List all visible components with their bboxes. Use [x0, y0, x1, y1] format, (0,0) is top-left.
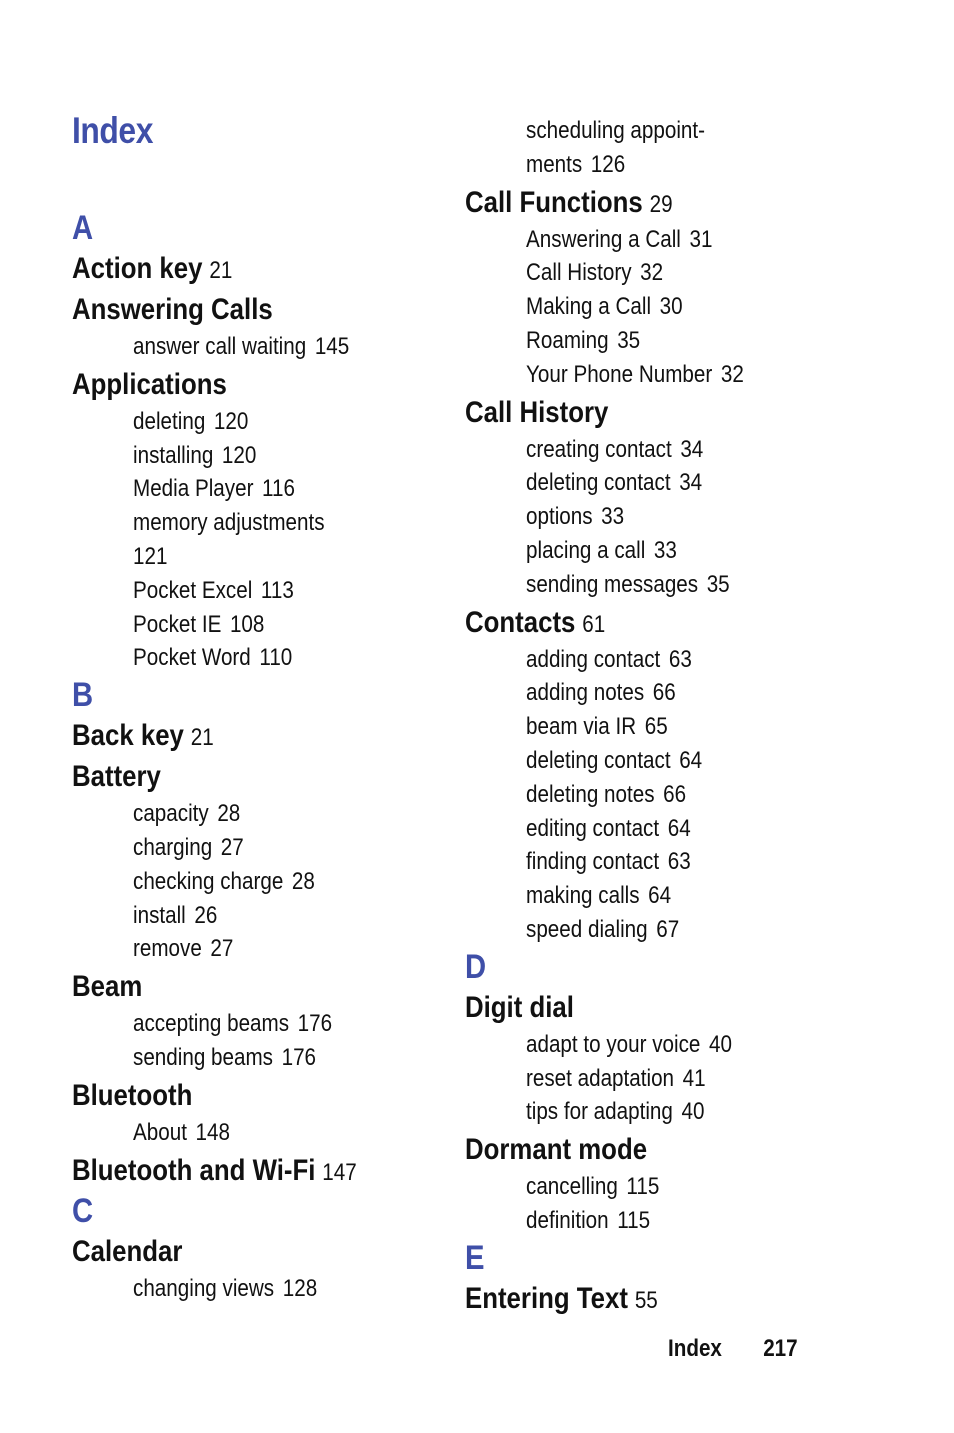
entry-page-number: 21 — [209, 257, 233, 284]
index-subentry — [526, 1095, 835, 1129]
entry-term: beam via IR — [526, 713, 637, 741]
entry-page-number: 116 — [262, 475, 295, 503]
index-subentry — [526, 500, 835, 534]
entry-page-number: 128 — [282, 1274, 318, 1302]
index-subentry — [133, 641, 442, 675]
index-subentry — [133, 865, 442, 899]
entry-term: Call History — [465, 395, 609, 429]
entry-term: definition — [526, 1206, 609, 1234]
entry-term: Roaming — [526, 326, 609, 354]
index-heading — [72, 756, 433, 797]
entry-term: Pocket IE — [133, 610, 222, 638]
entry-term: Dormant mode — [465, 1133, 648, 1167]
entry-page-number: 41 — [682, 1064, 706, 1092]
index-subentry — [133, 1116, 442, 1150]
entry-term: adding notes — [526, 679, 645, 707]
entry-term: options — [526, 503, 593, 531]
index-subentry — [526, 1170, 835, 1204]
entry-term: adding contact — [526, 645, 661, 673]
entry-term: checking charge — [133, 867, 284, 895]
entry-term: Your Phone Number — [526, 360, 713, 388]
index-subentry — [526, 568, 835, 602]
entry-term: Back key — [72, 719, 184, 753]
entry-page-number: 33 — [601, 503, 625, 531]
index-heading — [72, 364, 433, 405]
entry-term: Answering Calls — [72, 293, 273, 326]
index-subentry — [526, 1062, 835, 1096]
entry-page-number: 33 — [653, 536, 677, 564]
entry-term: charging — [133, 833, 213, 861]
index-subentry — [133, 1041, 442, 1075]
entry-page-number: 108 — [229, 610, 265, 638]
entry-page-number: 113 — [260, 576, 294, 604]
index-subentry — [526, 1028, 835, 1062]
index-heading — [72, 248, 433, 289]
entry-page-number: 126 — [590, 150, 626, 178]
entry-page-number: 29 — [649, 190, 673, 218]
entry-page-number: 176 — [281, 1043, 317, 1071]
entry-page-number: 34 — [680, 435, 704, 463]
entry-page-number: 27 — [210, 935, 234, 963]
index-subentry — [526, 466, 835, 500]
index-subentry — [133, 797, 442, 831]
entry-page-number: 120 — [221, 441, 257, 469]
entry-term: Answering a Call — [526, 225, 681, 253]
entry-term: Digit dial — [465, 990, 574, 1024]
entry-term: sending beams — [133, 1043, 273, 1071]
entry-page-number: 40 — [709, 1030, 732, 1058]
index-column-left — [72, 208, 492, 1305]
entry-term: finding contact — [526, 848, 660, 876]
entry-term: Media Player — [133, 475, 254, 503]
entry-term: ments — [526, 150, 583, 178]
section-letter: A — [72, 209, 94, 247]
index-heading — [72, 1150, 433, 1191]
entry-page-number: 35 — [706, 570, 730, 598]
entry-term: Bluetooth — [72, 1078, 193, 1112]
index-subentry — [526, 256, 835, 290]
entry-page-number: 66 — [663, 780, 687, 808]
entry-page-number: 67 — [656, 915, 680, 943]
entry-page-number: 28 — [217, 800, 241, 828]
index-subentry — [526, 676, 835, 710]
entry-term: Beam — [72, 970, 143, 1004]
index-heading — [465, 392, 826, 433]
index-subentry — [526, 913, 835, 947]
entry-term: Entering Text — [465, 1281, 628, 1315]
index-heading — [465, 602, 826, 643]
entry-page-number: 30 — [659, 293, 683, 321]
index-subentry — [133, 932, 442, 966]
index-heading — [72, 1075, 433, 1116]
index-subentry — [133, 899, 442, 933]
index-column-right — [465, 114, 885, 1319]
entry-page-number: 64 — [667, 814, 691, 842]
entry-page-number: 35 — [617, 326, 641, 354]
index-subentry — [526, 643, 835, 677]
index-subentry — [526, 534, 835, 568]
entry-term: capacity — [133, 800, 209, 828]
entry-term: deleting notes — [526, 780, 655, 808]
entry-page-number: 115 — [626, 1173, 660, 1201]
entry-page-number: 34 — [679, 469, 703, 497]
entry-page-number: 64 — [679, 746, 703, 774]
index-subentry — [526, 812, 835, 846]
entry-term: Call History — [526, 259, 632, 287]
entry-term: Bluetooth and Wi-Fi — [72, 1153, 316, 1187]
page-footer — [668, 1335, 798, 1363]
entry-page-number: 64 — [648, 882, 672, 910]
entry-term: Applications — [72, 367, 227, 401]
entry-page-number: 32 — [640, 259, 664, 287]
index-subentry — [133, 608, 442, 642]
section-letter: E — [465, 1238, 485, 1277]
index-subentry — [526, 290, 835, 324]
entry-term: tips for adapting — [526, 1098, 673, 1126]
index-subentry — [133, 506, 442, 540]
entry-term: deleting contact — [526, 746, 671, 774]
entry-term: creating contact — [526, 435, 672, 463]
entry-page-number: 115 — [617, 1206, 651, 1234]
entry-page-number: 21 — [190, 724, 214, 752]
index-subentry — [526, 710, 835, 744]
entry-term: remove — [133, 935, 202, 963]
section-letter: C — [72, 1191, 94, 1230]
index-subentry — [133, 574, 442, 608]
entry-page-number: 61 — [582, 610, 606, 638]
entry-term: About — [133, 1118, 187, 1146]
entry-term: speed dialing — [526, 915, 648, 943]
entry-term: editing contact — [526, 814, 660, 842]
entry-term: 121 — [133, 542, 168, 570]
index-subentry — [526, 223, 835, 257]
index-subentry — [133, 1007, 442, 1041]
index-subentry — [526, 845, 835, 879]
entry-page-number: 27 — [220, 833, 244, 861]
entry-page-number: 26 — [194, 901, 218, 929]
section-letter: B — [72, 676, 94, 715]
index-subentry — [526, 879, 835, 913]
entry-term: Action key — [72, 252, 203, 285]
entry-term: install — [133, 901, 186, 929]
index-heading — [465, 1278, 826, 1319]
entry-page-number: 55 — [634, 1286, 658, 1314]
page-title: Index — [72, 110, 153, 151]
entry-term: Call Functions — [465, 185, 643, 219]
entry-page-number: 40 — [681, 1098, 705, 1126]
entry-page-number: 148 — [195, 1118, 230, 1146]
index-subentry — [526, 1204, 835, 1238]
entry-page-number: 31 — [689, 225, 713, 253]
entry-page-number: 110 — [259, 644, 293, 672]
entry-term: Pocket Excel — [133, 576, 253, 604]
entry-term: memory adjustments — [133, 509, 325, 537]
entry-term: Battery — [72, 760, 161, 794]
entry-term: deleting contact — [526, 469, 671, 497]
index-heading — [465, 1129, 826, 1170]
index-subentry — [133, 1272, 442, 1306]
entry-term: deleting — [133, 407, 206, 435]
entry-term: changing views — [133, 1274, 275, 1302]
index-subentry — [526, 324, 835, 358]
entry-term: placing a call — [526, 536, 646, 564]
entry-term: sending messages — [526, 570, 699, 598]
index-heading — [465, 987, 826, 1028]
entry-page-number: 32 — [720, 360, 744, 388]
entry-term: Making a Call — [526, 293, 652, 321]
entry-term: answer call waiting — [133, 333, 307, 360]
entry-term: cancelling — [526, 1173, 618, 1201]
entry-page-number: 145 — [314, 333, 350, 360]
index-subentry — [526, 433, 835, 467]
index-heading — [72, 715, 433, 756]
footer-page-number: 217 — [763, 1335, 798, 1362]
entry-term: Contacts — [465, 605, 576, 639]
entry-term: adapt to your voice — [526, 1030, 701, 1058]
index-heading — [72, 966, 433, 1007]
entry-term: Pocket Word — [133, 644, 251, 672]
entry-page-number: 63 — [667, 848, 691, 876]
section-letter: D — [465, 947, 487, 986]
entry-page-number: 176 — [297, 1010, 333, 1038]
index-subentry — [133, 330, 442, 364]
index-subentry — [133, 439, 442, 473]
entry-page-number: 120 — [213, 407, 249, 435]
entry-term: scheduling appoint- — [526, 117, 706, 144]
entry-term: accepting beams — [133, 1010, 290, 1038]
entry-page-number: 28 — [291, 867, 315, 895]
index-subentry — [526, 744, 835, 778]
footer-label: Index — [668, 1335, 722, 1362]
entry-page-number: 65 — [644, 713, 668, 741]
index-subentry — [526, 114, 835, 148]
entry-term: making calls — [526, 882, 640, 910]
entry-page-number: 66 — [652, 679, 676, 707]
index-subentry — [133, 540, 442, 574]
index-subentry — [526, 358, 835, 392]
index-heading — [72, 289, 433, 330]
entry-page-number: 63 — [668, 645, 692, 673]
index-subentry — [526, 778, 835, 812]
index-subentry — [133, 831, 442, 865]
index-heading — [465, 182, 826, 223]
index-subentry — [133, 472, 442, 506]
entry-term: Calendar — [72, 1234, 183, 1268]
entry-term: reset adaptation — [526, 1064, 675, 1092]
index-subentry — [133, 405, 442, 439]
index-heading — [72, 1231, 433, 1272]
entry-term: installing — [133, 441, 214, 469]
entry-page-number: 147 — [322, 1158, 357, 1186]
index-subentry — [526, 148, 835, 182]
